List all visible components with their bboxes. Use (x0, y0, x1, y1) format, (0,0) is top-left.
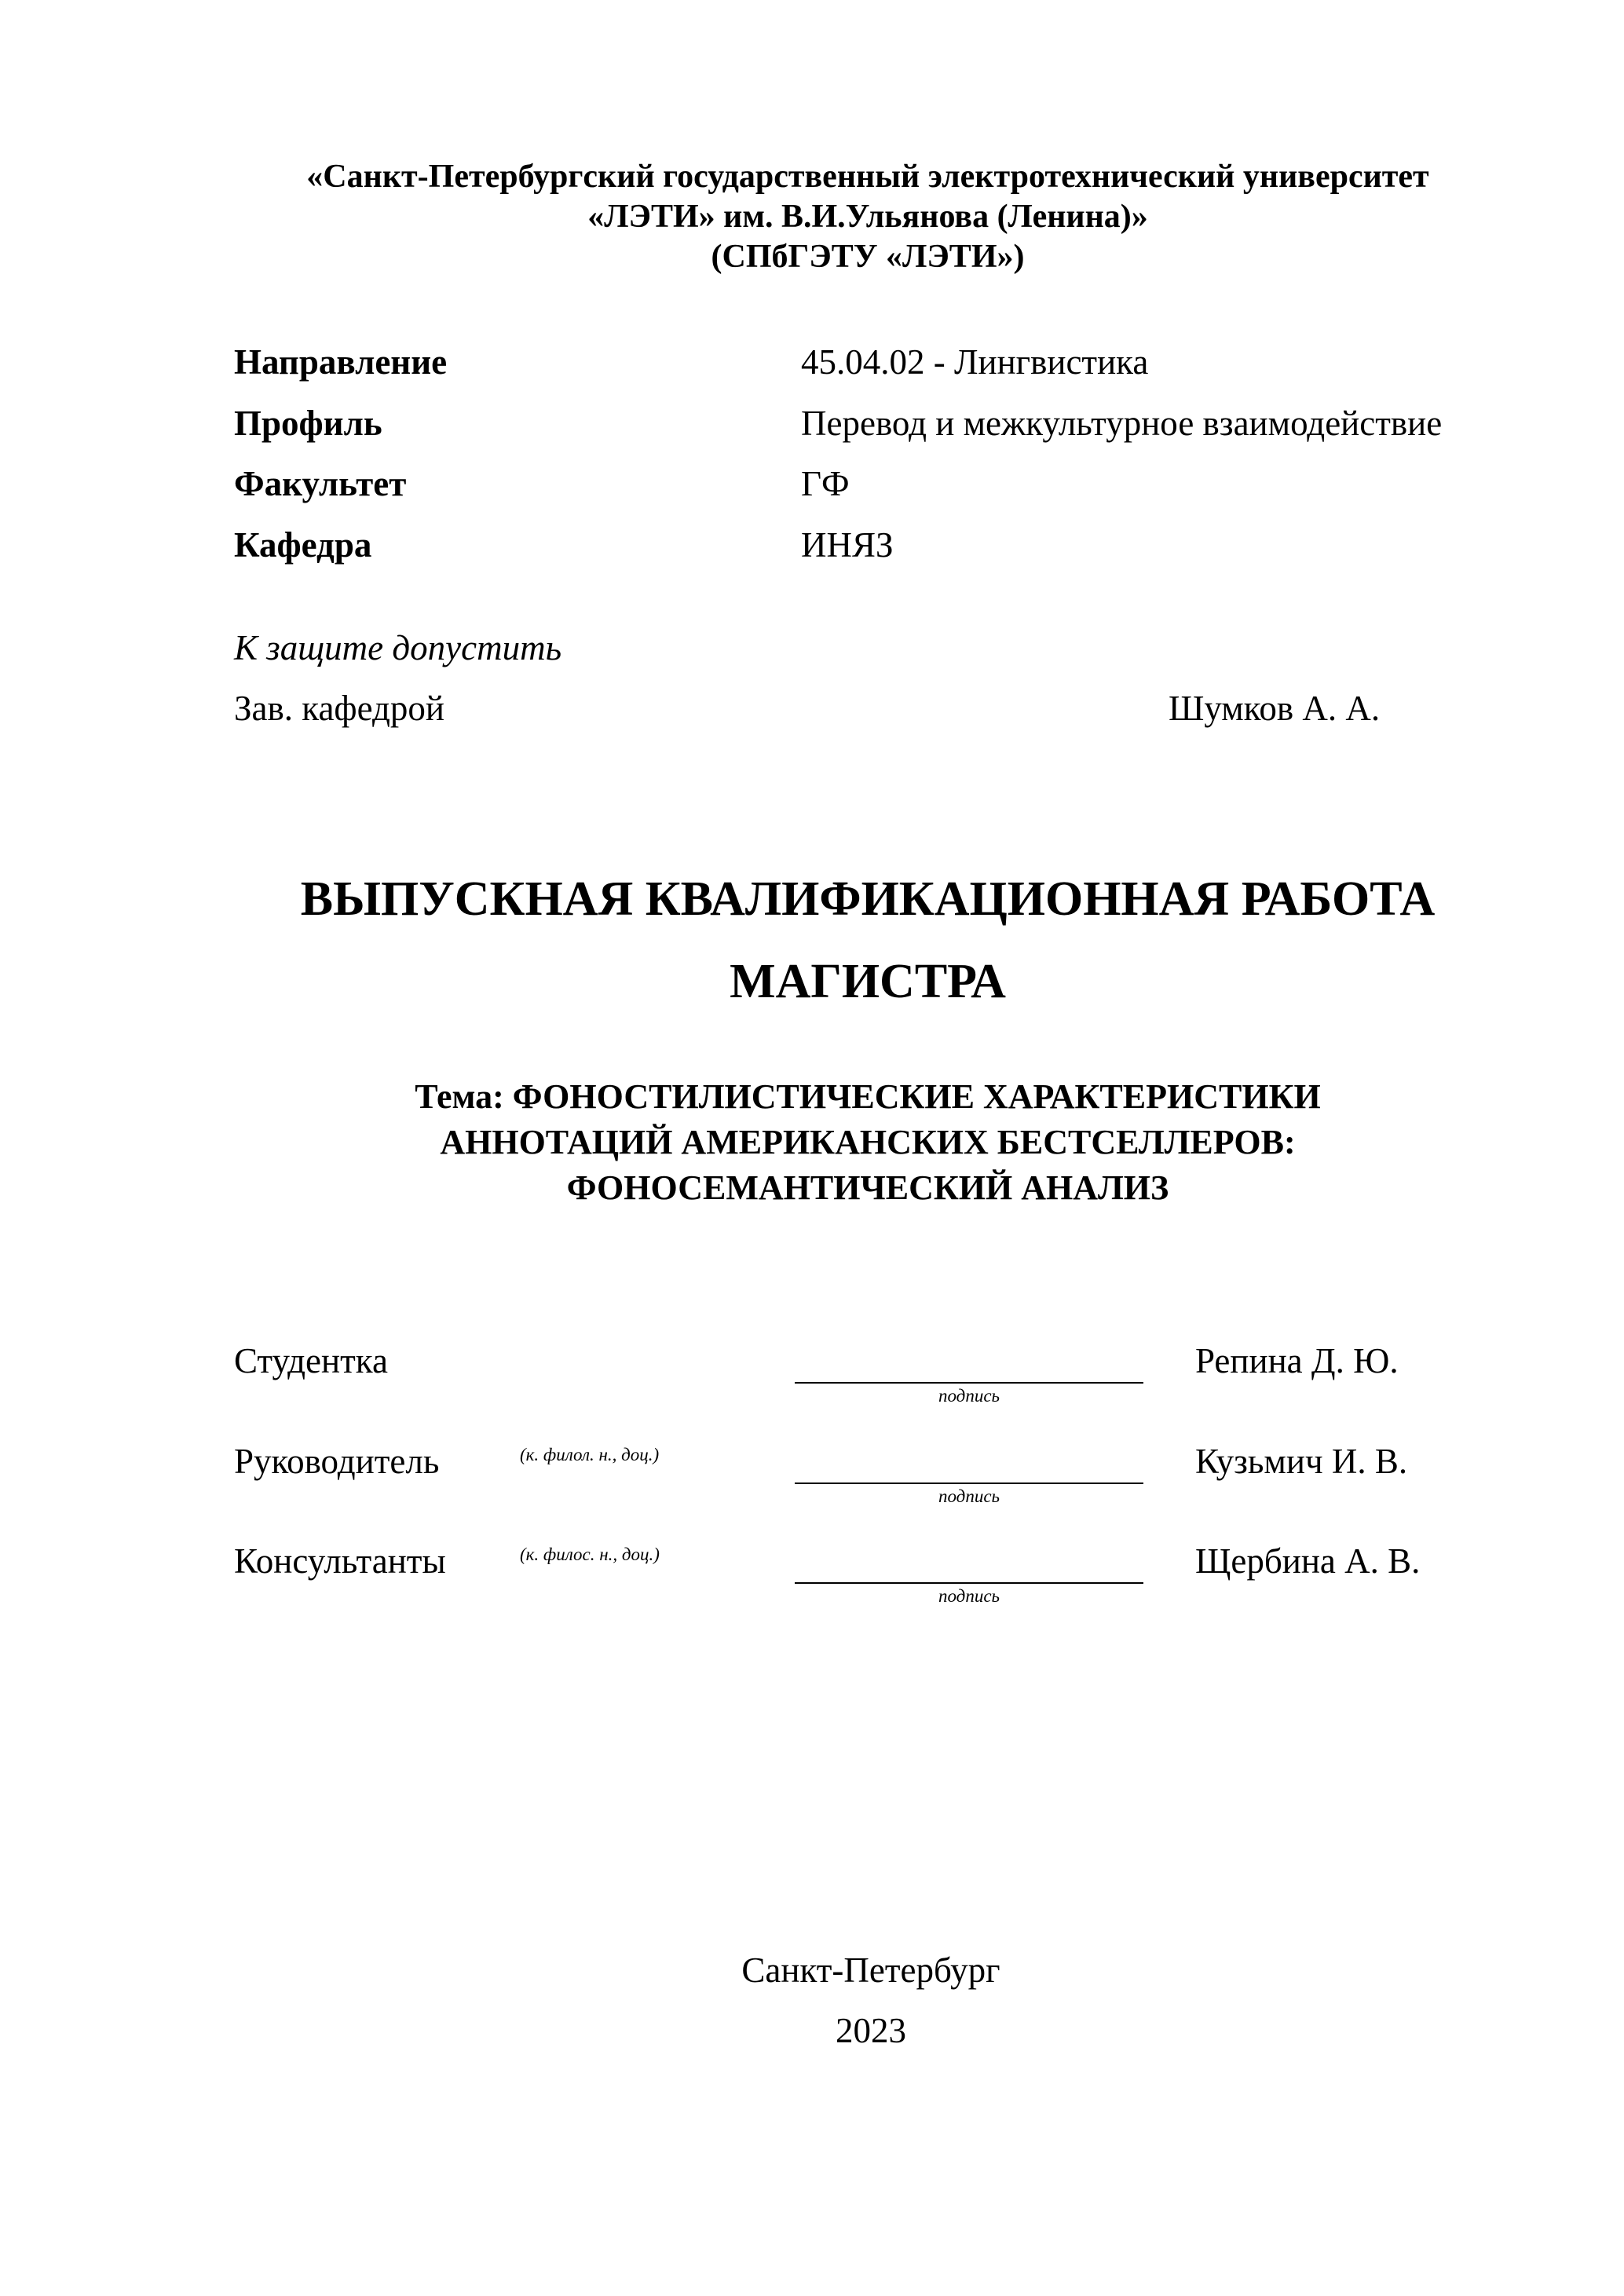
topic-line-1: Тема: ФОНОСТИЛИСТИЧЕСКИЕ ХАРАКТЕРИСТИКИ (415, 1077, 1321, 1116)
topic-line-3: ФОНОСЕМАНТИЧЕСКИЙ АНАЛИЗ (566, 1168, 1169, 1207)
consultants-role: Консультанты (234, 1541, 446, 1581)
profile-label: Профиль (234, 404, 382, 443)
direction-value: 45.04.02 - Лингвистика (801, 342, 1149, 382)
topic-line-2: АННОТАЦИЙ АМЕРИКАНСКИХ БЕСТСЕЛЛЕРОВ: (440, 1123, 1296, 1161)
head-of-department-name: Шумков А. А. (1169, 689, 1381, 728)
direction-label: Направление (234, 342, 448, 382)
document-title-line-1: ВЫПУСКНАЯ КВАЛИФИКАЦИОННАЯ РАБОТА (300, 872, 1436, 926)
university-abbreviation: (СПбГЭТУ «ЛЭТИ») (711, 239, 1025, 275)
document-title-line-2: МАГИСТРА (730, 955, 1006, 1008)
footer-year: 2023 (836, 2011, 906, 2050)
approval-note: К защите допустить (234, 628, 562, 667)
faculty-label: Факультет (234, 464, 407, 503)
student-name: Репина Д. Ю. (1195, 1341, 1399, 1380)
profile-value: Перевод и межкультурное взаимодействие (801, 404, 1443, 443)
supervisor-degree: (к. филол. н., доц.) (520, 1445, 660, 1464)
consultant-name: Щербина А. В. (1195, 1541, 1421, 1581)
consultant-degree: (к. филос. н., доц.) (520, 1545, 660, 1564)
supervisor-signature-caption: подпись (938, 1486, 1000, 1506)
consultant-signature-line (795, 1582, 1143, 1584)
student-signature-caption: подпись (938, 1386, 1000, 1406)
head-of-department-label: Зав. кафедрой (234, 689, 444, 728)
supervisor-name: Кузьмич И. В. (1195, 1442, 1408, 1481)
faculty-value: ГФ (801, 464, 850, 503)
supervisor-signature-line (795, 1483, 1143, 1484)
footer-city: Санкт-Петербург (741, 1951, 1000, 1990)
consultant-signature-caption: подпись (938, 1586, 1000, 1606)
department-label: Кафедра (234, 525, 372, 565)
student-role: Студентка (234, 1341, 388, 1380)
university-name-line-1: «Санкт-Петербургский государственный электротехнический университет (306, 159, 1429, 195)
student-signature-line (795, 1382, 1143, 1384)
supervisor-role: Руководитель (234, 1442, 440, 1481)
university-name-line-2: «ЛЭТИ» им. В.И.Ульянова (Ленина)» (587, 199, 1148, 235)
department-value: ИНЯЗ (801, 525, 894, 565)
